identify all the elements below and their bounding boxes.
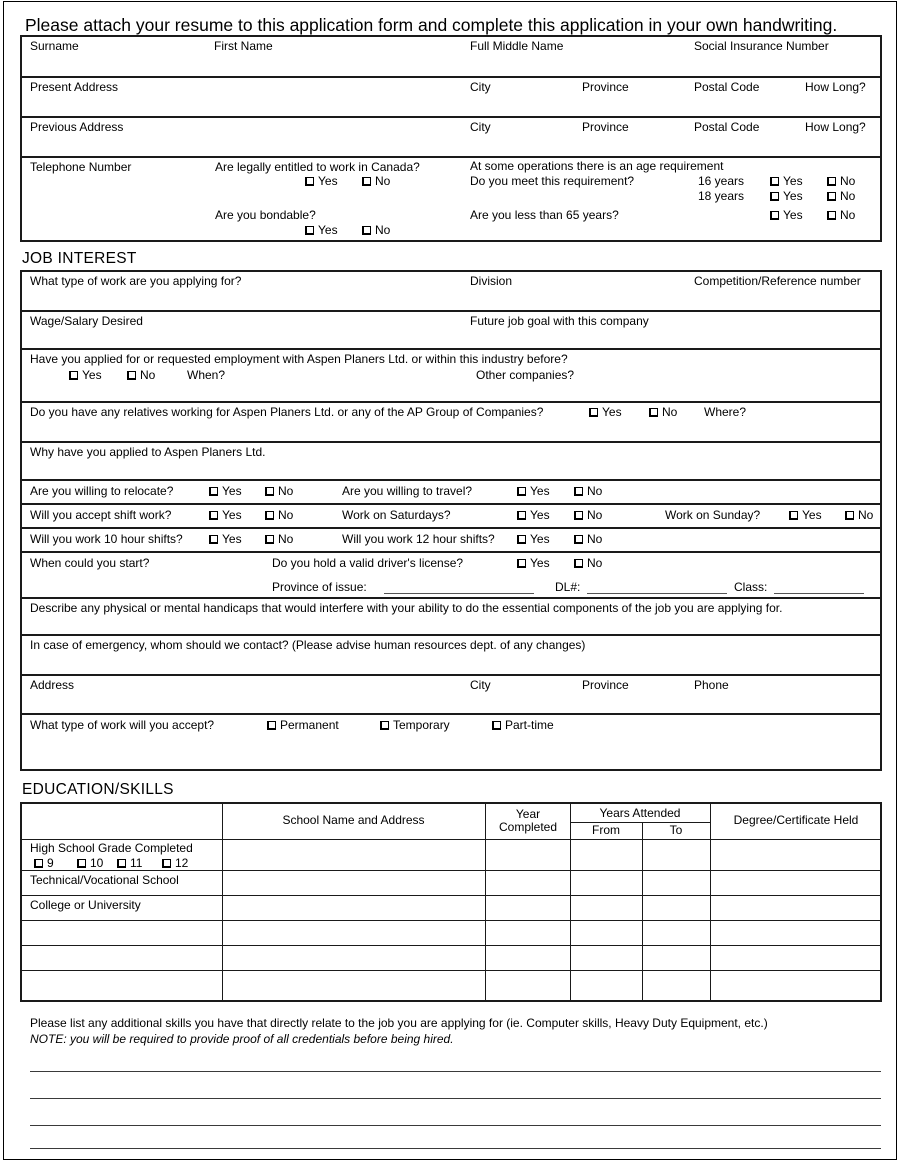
temporary-option[interactable]: [380, 719, 450, 732]
option-label: No: [375, 174, 391, 188]
checkbox-icon[interactable]: [209, 487, 218, 496]
checkbox-icon[interactable]: [265, 487, 274, 496]
grade-12-option[interactable]: [162, 857, 188, 870]
option-label: No: [140, 368, 156, 382]
travel-label: Are you willing to travel?: [342, 484, 473, 498]
education-blank-row[interactable]: [22, 945, 880, 970]
option-label: No: [858, 508, 874, 522]
checkbox-icon[interactable]: [827, 177, 836, 186]
checkbox-icon[interactable]: [827, 211, 836, 220]
job-interest-heading: JOB INTEREST: [22, 250, 137, 267]
option-label: Yes: [530, 508, 550, 522]
additional-skills-note: Please list any additional skills you have that directly relate to the job you are applying for (ie. Computer skills, Heavy Duty Equipment, etc.): [30, 1016, 768, 1030]
option-label: No: [662, 405, 678, 419]
checkbox-icon[interactable]: [574, 559, 583, 568]
years-attended-column-header: Years Attended: [599, 806, 681, 820]
checkbox-icon[interactable]: [517, 511, 526, 520]
how-long-label: How Long?: [805, 80, 866, 94]
grade-9-option[interactable]: [34, 857, 54, 870]
hour-shifts-row[interactable]: [22, 527, 880, 551]
saturdays-yes-option[interactable]: [517, 509, 550, 522]
option-label: Yes: [802, 508, 822, 522]
saturdays-no-option[interactable]: [574, 509, 602, 522]
why-applied-label: Why have you applied to Aspen Planers Ltd.: [30, 445, 266, 459]
age16-label: 16 years: [698, 174, 745, 188]
shifts10-yes-option[interactable]: [209, 533, 242, 546]
checkbox-icon[interactable]: [34, 859, 43, 868]
checkbox-icon[interactable]: [492, 721, 501, 730]
middle-name-label: Full Middle Name: [470, 39, 564, 53]
checkbox-icon[interactable]: [770, 177, 779, 186]
emergency-row[interactable]: [22, 634, 880, 674]
education-header-row: [22, 804, 880, 839]
postal-code-label: Postal Code: [694, 80, 760, 94]
where-label: Where?: [704, 405, 747, 419]
permanent-option[interactable]: [267, 719, 339, 732]
surname-label: Surname: [30, 39, 79, 53]
postal-code-label: Postal Code: [694, 120, 760, 134]
writing-line[interactable]: [30, 1125, 881, 1126]
present-address-row[interactable]: [22, 76, 880, 116]
competition-label: Competition/Reference number: [694, 274, 861, 288]
checkbox-icon[interactable]: [517, 559, 526, 568]
credentials-note: NOTE: you will be required to provide proof of all credentials before being hired.: [30, 1032, 454, 1046]
age18-yes-option[interactable]: [770, 190, 803, 203]
relocate-no-option[interactable]: [265, 485, 293, 498]
option-label: Yes: [530, 532, 550, 546]
education-blank-row[interactable]: [22, 920, 880, 945]
age18-no-option[interactable]: [827, 190, 855, 203]
option-label: Yes: [783, 174, 803, 188]
technical-school-row[interactable]: [22, 870, 880, 895]
relatives-label: Do you have any relatives working for Aspen Planers Ltd. or any of the AP Group of Companies?: [30, 405, 544, 419]
option-label: No: [840, 189, 856, 203]
dl-number-field[interactable]: [587, 593, 727, 594]
education-blank-row[interactable]: [22, 970, 880, 995]
option-label: Yes: [602, 405, 622, 419]
bondable-no-option[interactable]: [362, 224, 390, 237]
option-label: 11: [130, 856, 143, 870]
high-school-label: High School Grade Completed: [30, 841, 193, 855]
checkbox-icon[interactable]: [267, 721, 276, 730]
writing-line[interactable]: [30, 1071, 881, 1072]
option-label: No: [840, 208, 856, 222]
relocate-travel-row[interactable]: [22, 479, 880, 503]
license-class-field[interactable]: [774, 593, 864, 594]
checkbox-icon[interactable]: [69, 371, 78, 380]
writing-line[interactable]: [30, 1098, 881, 1099]
degree-column-header: Degree/Certificate Held: [733, 813, 859, 827]
license-label: Do you hold a valid driver's license?: [272, 556, 464, 570]
city-label: City: [470, 120, 491, 134]
telephone-label: Telephone Number: [30, 160, 132, 174]
less65-yes-option[interactable]: [770, 209, 803, 222]
telephone-eligibility-row[interactable]: [22, 156, 880, 236]
checkbox-icon[interactable]: [265, 535, 274, 544]
option-label: No: [278, 532, 294, 546]
grade-10-option[interactable]: [77, 857, 103, 870]
handicaps-row[interactable]: [22, 597, 880, 634]
wage-row[interactable]: [22, 310, 880, 348]
applied-yes-option[interactable]: [69, 369, 102, 382]
other-companies-label: Other companies?: [476, 368, 575, 382]
option-label: No: [278, 484, 294, 498]
checkbox-icon[interactable]: [362, 177, 371, 186]
travel-yes-option[interactable]: [517, 485, 550, 498]
checkbox-icon[interactable]: [305, 226, 314, 235]
division-label: Division: [470, 274, 513, 288]
checkbox-icon[interactable]: [574, 487, 583, 496]
option-label: No: [278, 508, 294, 522]
emergency-address-row[interactable]: [22, 674, 880, 713]
option-label: No: [587, 484, 603, 498]
option-label: 9: [47, 856, 54, 870]
shifts-10-label: Will you work 10 hour shifts?: [30, 532, 183, 546]
type-of-work-label: What type of work are you applying for?: [30, 274, 242, 288]
writing-line[interactable]: [30, 1148, 881, 1149]
checkbox-icon[interactable]: [574, 511, 583, 520]
legal-question-label: Are legally entitled to work in Canada?: [215, 160, 420, 174]
college-row[interactable]: [22, 895, 880, 920]
checkbox-icon[interactable]: [649, 408, 658, 417]
bondable-yes-option[interactable]: [305, 224, 338, 237]
phone-label: Phone: [694, 678, 729, 692]
grade-11-option[interactable]: [117, 857, 142, 870]
school-column-header: School Name and Address: [282, 813, 425, 827]
checkbox-icon[interactable]: [517, 535, 526, 544]
handicaps-label: Describe any physical or mental handicaps that would interfere with your ability to do the essential components of the job you are applying for.: [30, 601, 783, 615]
year-completed-column-header: Year Completed: [498, 807, 558, 834]
shifts12-no-option[interactable]: [574, 533, 602, 546]
how-long-label: How Long?: [805, 120, 866, 134]
checkbox-icon[interactable]: [127, 371, 136, 380]
work-type-row[interactable]: [22, 272, 880, 310]
relatives-row[interactable]: [22, 401, 880, 441]
shifts10-no-option[interactable]: [265, 533, 293, 546]
to-column-header: To: [669, 823, 683, 837]
technical-school-label: Technical/Vocational School: [30, 873, 179, 887]
shifts12-yes-option[interactable]: [517, 533, 550, 546]
province-of-issue-label: Province of issue:: [272, 580, 367, 594]
option-label: No: [587, 532, 603, 546]
relocate-label: Are you willing to relocate?: [30, 484, 174, 498]
option-label: No: [587, 556, 603, 570]
applied-before-label: Have you applied for or requested employment with Aspen Planers Ltd. or within this industry before?: [30, 352, 568, 366]
shift-work-label: Will you accept shift work?: [30, 508, 172, 522]
education-skills-heading: EDUCATION/SKILLS: [22, 781, 174, 798]
checkbox-icon[interactable]: [77, 859, 86, 868]
previous-address-label: Previous Address: [30, 120, 124, 134]
legal-no-option[interactable]: [362, 175, 390, 188]
checkbox-icon[interactable]: [827, 192, 836, 201]
province-of-issue-field[interactable]: [384, 593, 534, 594]
part-time-option[interactable]: [492, 719, 554, 732]
option-label: Yes: [530, 484, 550, 498]
checkbox-icon[interactable]: [209, 535, 218, 544]
province-label: Province: [582, 120, 629, 134]
age-requirement-label: At some operations there is an age requirement: [470, 159, 724, 173]
meet-requirement-label: Do you meet this requirement?: [470, 174, 635, 188]
relatives-no-option[interactable]: [649, 406, 677, 419]
checkbox-icon[interactable]: [845, 511, 854, 520]
checkbox-icon[interactable]: [789, 511, 798, 520]
option-label: No: [587, 508, 603, 522]
travel-no-option[interactable]: [574, 485, 602, 498]
checkbox-icon[interactable]: [162, 859, 171, 868]
province-label: Province: [582, 80, 629, 94]
city-label: City: [470, 678, 491, 692]
option-label: No: [840, 174, 856, 188]
age18-label: 18 years: [698, 189, 745, 203]
checkbox-icon[interactable]: [517, 487, 526, 496]
checkbox-icon[interactable]: [380, 721, 389, 730]
personal-info-table: [20, 35, 882, 242]
sunday-no-option[interactable]: [845, 509, 873, 522]
shift-yes-option[interactable]: [209, 509, 242, 522]
applied-no-option[interactable]: [127, 369, 155, 382]
address-label: Address: [30, 678, 75, 692]
option-label: Yes: [530, 556, 550, 570]
checkbox-icon[interactable]: [209, 511, 218, 520]
present-address-label: Present Address: [30, 80, 119, 94]
sin-label: Social Insurance Number: [694, 39, 829, 53]
accept-type-row[interactable]: [22, 713, 880, 744]
previous-address-row[interactable]: [22, 116, 880, 156]
shifts-12-label: Will you work 12 hour shifts?: [342, 532, 495, 546]
education-table: [20, 802, 882, 1002]
option-label: No: [375, 223, 391, 237]
name-fields-row[interactable]: [22, 37, 880, 76]
option-label: Yes: [318, 223, 338, 237]
checkbox-icon[interactable]: [770, 192, 779, 201]
age16-yes-option[interactable]: [770, 175, 803, 188]
from-column-header: From: [592, 823, 620, 837]
when-label: When?: [187, 368, 226, 382]
option-label: 10: [90, 856, 104, 870]
option-label: 12: [175, 856, 189, 870]
accept-type-label: What type of work will you accept?: [30, 718, 215, 732]
option-label: Yes: [222, 508, 242, 522]
option-label: Part-time: [505, 718, 554, 732]
sunday-label: Work on Sunday?: [665, 508, 761, 522]
start-label: When could you start?: [30, 556, 150, 570]
bondable-label: Are you bondable?: [215, 208, 316, 222]
checkbox-icon[interactable]: [117, 859, 126, 868]
emergency-label: In case of emergency, whom should we contact? (Please advise human resources dept. of any changes): [30, 638, 586, 652]
form-instruction-title: Please attach your resume to this application form and complete this application in your own handwriting.: [25, 15, 838, 35]
license-no-option[interactable]: [574, 557, 602, 570]
future-goal-label: Future job goal with this company: [470, 314, 649, 328]
option-label: Temporary: [393, 718, 450, 732]
shift-no-option[interactable]: [265, 509, 293, 522]
relatives-yes-option[interactable]: [589, 406, 622, 419]
dl-number-label: DL#:: [555, 580, 581, 594]
less65-no-option[interactable]: [827, 209, 855, 222]
option-label: Permanent: [280, 718, 339, 732]
wage-label: Wage/Salary Desired: [30, 314, 143, 328]
checkbox-icon[interactable]: [362, 226, 371, 235]
option-label: Yes: [222, 484, 242, 498]
high-school-row[interactable]: [22, 839, 880, 870]
first-name-label: First Name: [214, 39, 273, 53]
checkbox-icon[interactable]: [770, 211, 779, 220]
option-label: Yes: [783, 208, 803, 222]
province-label: Province: [582, 678, 629, 692]
saturdays-label: Work on Saturdays?: [342, 508, 451, 522]
why-applied-row[interactable]: [22, 441, 880, 479]
relocate-yes-option[interactable]: [209, 485, 242, 498]
license-yes-option[interactable]: [517, 557, 550, 570]
college-label: College or University: [30, 898, 141, 912]
legal-yes-option[interactable]: [305, 175, 338, 188]
license-class-label: Class:: [734, 580, 768, 594]
sunday-yes-option[interactable]: [789, 509, 822, 522]
option-label: Yes: [783, 189, 803, 203]
city-label: City: [470, 80, 491, 94]
checkbox-icon[interactable]: [574, 535, 583, 544]
option-label: Yes: [222, 532, 242, 546]
checkbox-icon[interactable]: [305, 177, 314, 186]
applied-before-row[interactable]: [22, 348, 880, 401]
start-license-row[interactable]: [22, 551, 880, 597]
option-label: Yes: [82, 368, 102, 382]
age16-no-option[interactable]: [827, 175, 855, 188]
checkbox-icon[interactable]: [589, 408, 598, 417]
job-interest-table: [20, 270, 882, 771]
shift-work-row[interactable]: [22, 503, 880, 527]
less65-label: Are you less than 65 years?: [470, 208, 619, 222]
checkbox-icon[interactable]: [265, 511, 274, 520]
option-label: Yes: [318, 174, 338, 188]
